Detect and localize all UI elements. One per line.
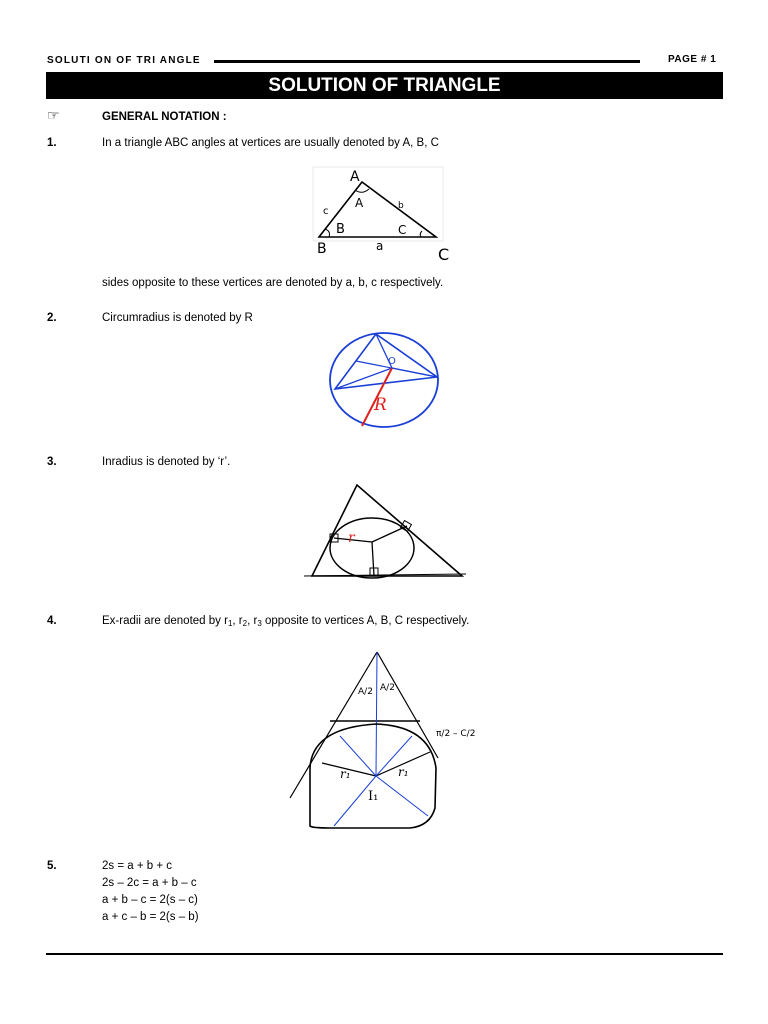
item-5-line-1: 2s = a + b + c — [102, 860, 173, 872]
section-heading: GENERAL NOTATION : — [102, 111, 227, 123]
angle-b-label: B — [336, 222, 345, 237]
half-angle-right-label: A/2 — [380, 683, 395, 693]
circumcircle-figure — [320, 330, 450, 435]
exradius-r3: $r_3$ — [253, 615, 262, 628]
center-i1-label: I₁ — [368, 789, 379, 804]
exradius-r1: $r_1$ — [224, 615, 233, 628]
vertex-b-label: B — [317, 241, 327, 257]
item-1-number: 1. — [47, 137, 57, 149]
item-1-text: In a triangle ABC angles at vertices are usually denoted by A, B, C — [102, 137, 439, 149]
item-5-number: 5. — [47, 860, 57, 872]
half-angle-left-label: A/2 — [358, 687, 373, 697]
angle-c-label: C — [398, 223, 407, 237]
center-o-label: O — [388, 356, 396, 367]
page-title: SOLUTION OF TRIANGLE — [46, 72, 723, 99]
side-b-label: b — [398, 201, 404, 211]
header-rule — [214, 60, 640, 63]
item-4-number: 4. — [47, 615, 57, 627]
pointing-hand-icon: ☞ — [47, 107, 60, 123]
item-4-text-before: Ex-radii are denoted by — [102, 615, 221, 627]
excircle-figure — [290, 648, 490, 833]
triangle-figure — [305, 165, 465, 265]
radius-r-label: R — [374, 395, 387, 415]
item-1-after-text: sides opposite to these vertices are denoted by a, b, c respectively. — [102, 277, 444, 289]
angle-a-label: A — [355, 196, 364, 210]
item-5-line-4: a + c – b = 2(s – b) — [102, 911, 199, 923]
header-title: SOLUTI ON OF TRI ANGLE — [47, 55, 201, 66]
incircle-figure — [300, 480, 470, 582]
item-4-text: Ex-radii are denoted by $r_1$, $r_2$, $r_3$ opposite to vertices A, B, C respectively. — [102, 615, 470, 628]
pi-minus-c-label: π/2 – C/2 — [436, 729, 476, 739]
item-4-text-after: opposite to vertices A, B, C respectively. — [264, 615, 470, 627]
item-3-text: Inradius is denoted by ‘r’. — [102, 456, 231, 468]
side-c-label: c — [323, 206, 329, 217]
vertex-c-label: C — [438, 245, 450, 264]
item-2-text: Circumradius is denoted by R — [102, 312, 253, 324]
left-radius-label: r₁ — [340, 767, 351, 781]
exradius-r2: $r_2$ — [238, 615, 248, 628]
item-5-line-2: 2s – 2c = a + b – c — [102, 877, 197, 889]
side-a-label: a — [376, 239, 384, 253]
inradius-r-label: r — [348, 530, 355, 546]
footer-rule — [46, 953, 723, 955]
page-number: PAGE # 1 — [668, 54, 717, 65]
vertex-a-label: A — [350, 169, 360, 185]
item-5-line-3: a + b – c = 2(s – c) — [102, 894, 198, 906]
item-2-number: 2. — [47, 312, 57, 324]
item-3-number: 3. — [47, 456, 57, 468]
right-radius-label: r₁ — [398, 765, 409, 779]
